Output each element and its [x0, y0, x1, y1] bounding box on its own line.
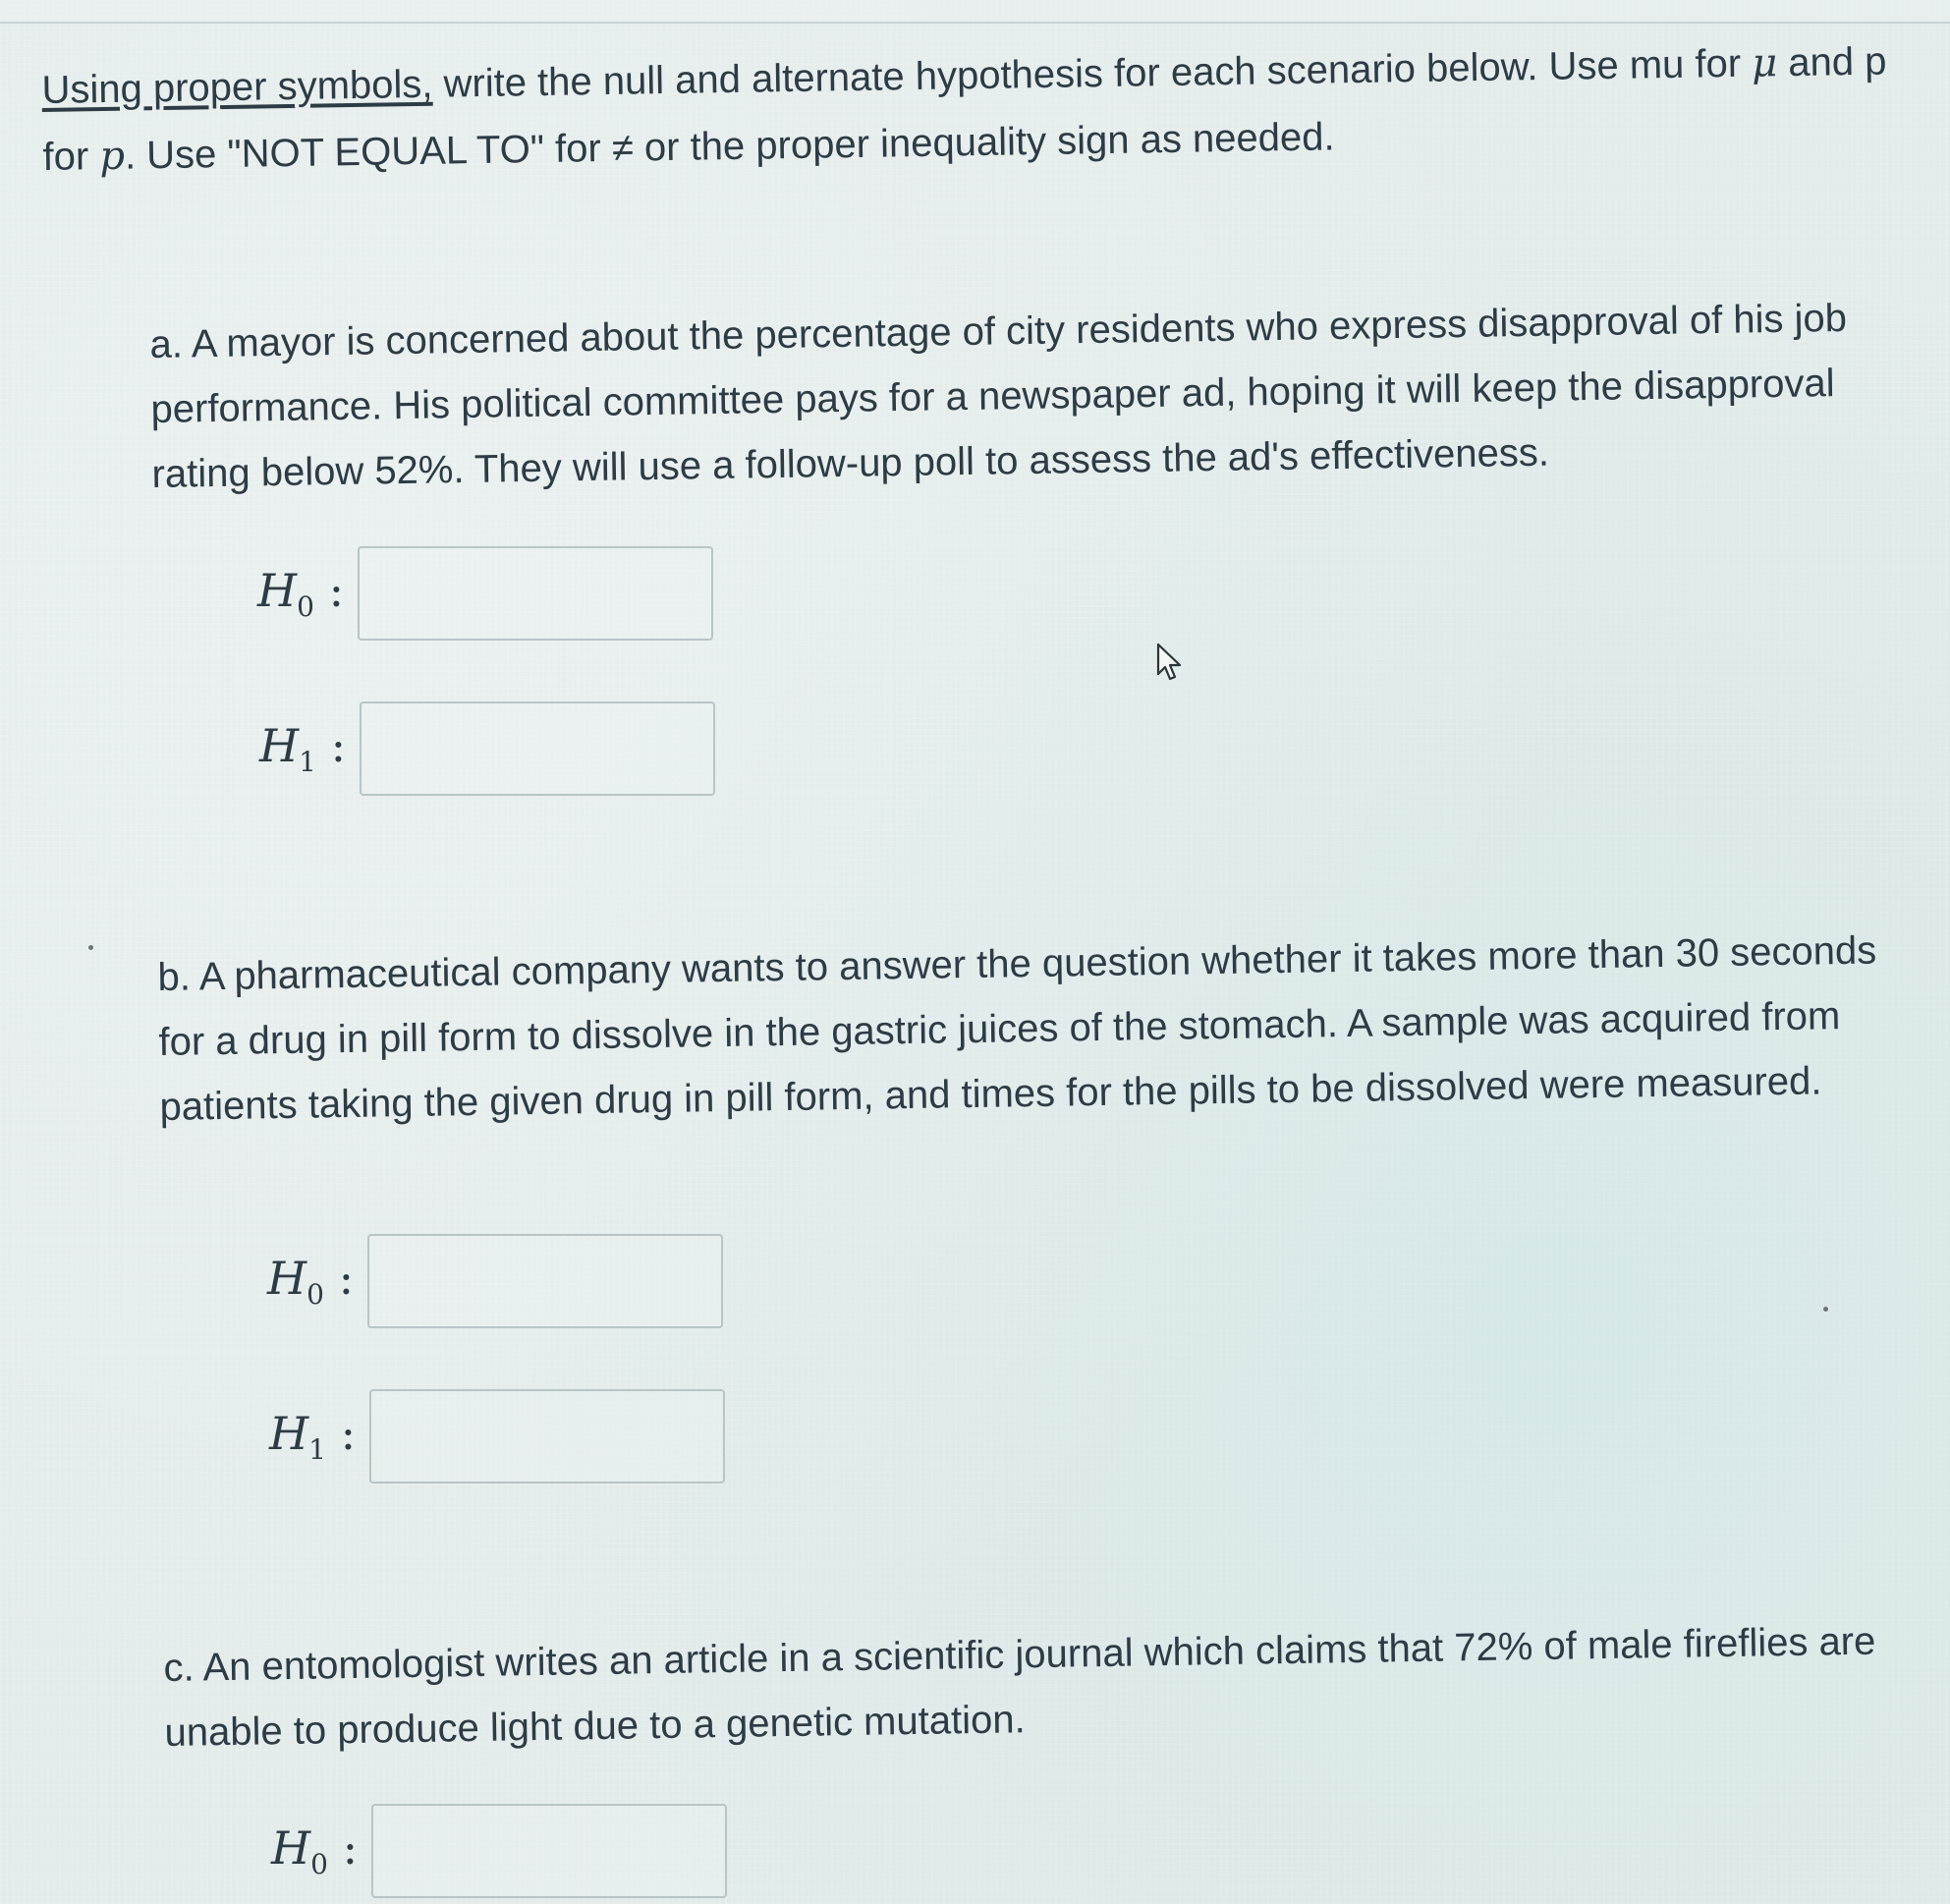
p-symbol: p — [99, 133, 126, 180]
question-c-null-hypothesis-input[interactable] — [371, 1804, 727, 1898]
question-a-null-hypothesis-input[interactable] — [358, 546, 713, 641]
screen-speck — [1823, 1307, 1828, 1312]
question-b-alternate-hypothesis-input[interactable] — [369, 1389, 725, 1484]
question-c-text: c. An entomologist writes an article in a scientific journal which claims that 72% of male fireflies are unable to produce light due to a genetic mutation. — [163, 1619, 1876, 1755]
instructions-part-3: . Use "NOT EQUAL TO" for — [124, 126, 613, 178]
alternate-hypothesis-label: $H_1$ : — [269, 1406, 357, 1467]
instructions-lead: Using proper symbols, — [41, 62, 433, 112]
question-a-alternate-hypothesis-input[interactable] — [360, 701, 715, 796]
question-b-null-hypothesis-input[interactable] — [367, 1234, 723, 1328]
instructions-part-4: or the proper inequality sign as needed. — [633, 115, 1335, 170]
instructions-text — [41, 28, 1910, 191]
instructions-part-1: write the null and alternate hypothesis for each scenario below. Use mu for — [432, 41, 1753, 106]
top-toolbar-strip — [0, 0, 1950, 24]
screen-speck — [88, 945, 93, 950]
question-a-text: a. A mayor is concerned about the percentage of city residents who express disapproval of his job performance. His political committee pays for a newspaper ad, hoping it will keep the disapproval rating below 52%. They will use a follow-up poll to assess the ad's effectiveness. — [149, 296, 1848, 496]
question-b-alternate-hypothesis-row — [269, 1387, 725, 1485]
question-a-null-hypothesis-row — [257, 544, 713, 643]
mu-symbol: μ — [1751, 40, 1778, 86]
question-b-text: b. A pharmaceutical company wants to answer the question whether it takes more than 30 seconds for a drug in pill form to dissolve in the gastric juices of the stomach. A sample was acquired from patients taking the given drug in pill form, and times for the pills to be dissolved were measured. — [157, 928, 1877, 1129]
null-hypothesis-label: $H_0$ : — [257, 563, 345, 624]
not-equal-symbol: ≠ — [611, 126, 635, 170]
arrow-cursor-icon — [1155, 643, 1185, 684]
instructions-part-2: and p for — [42, 39, 1887, 179]
alternate-hypothesis-label: $H_1$ : — [259, 718, 347, 779]
null-hypothesis-label: $H_0$ : — [267, 1251, 355, 1312]
question-b-null-hypothesis-row — [267, 1232, 723, 1330]
null-hypothesis-label: $H_0$ : — [271, 1820, 359, 1881]
question-c-null-hypothesis-row — [271, 1802, 727, 1900]
question-a-alternate-hypothesis-row — [259, 700, 715, 798]
